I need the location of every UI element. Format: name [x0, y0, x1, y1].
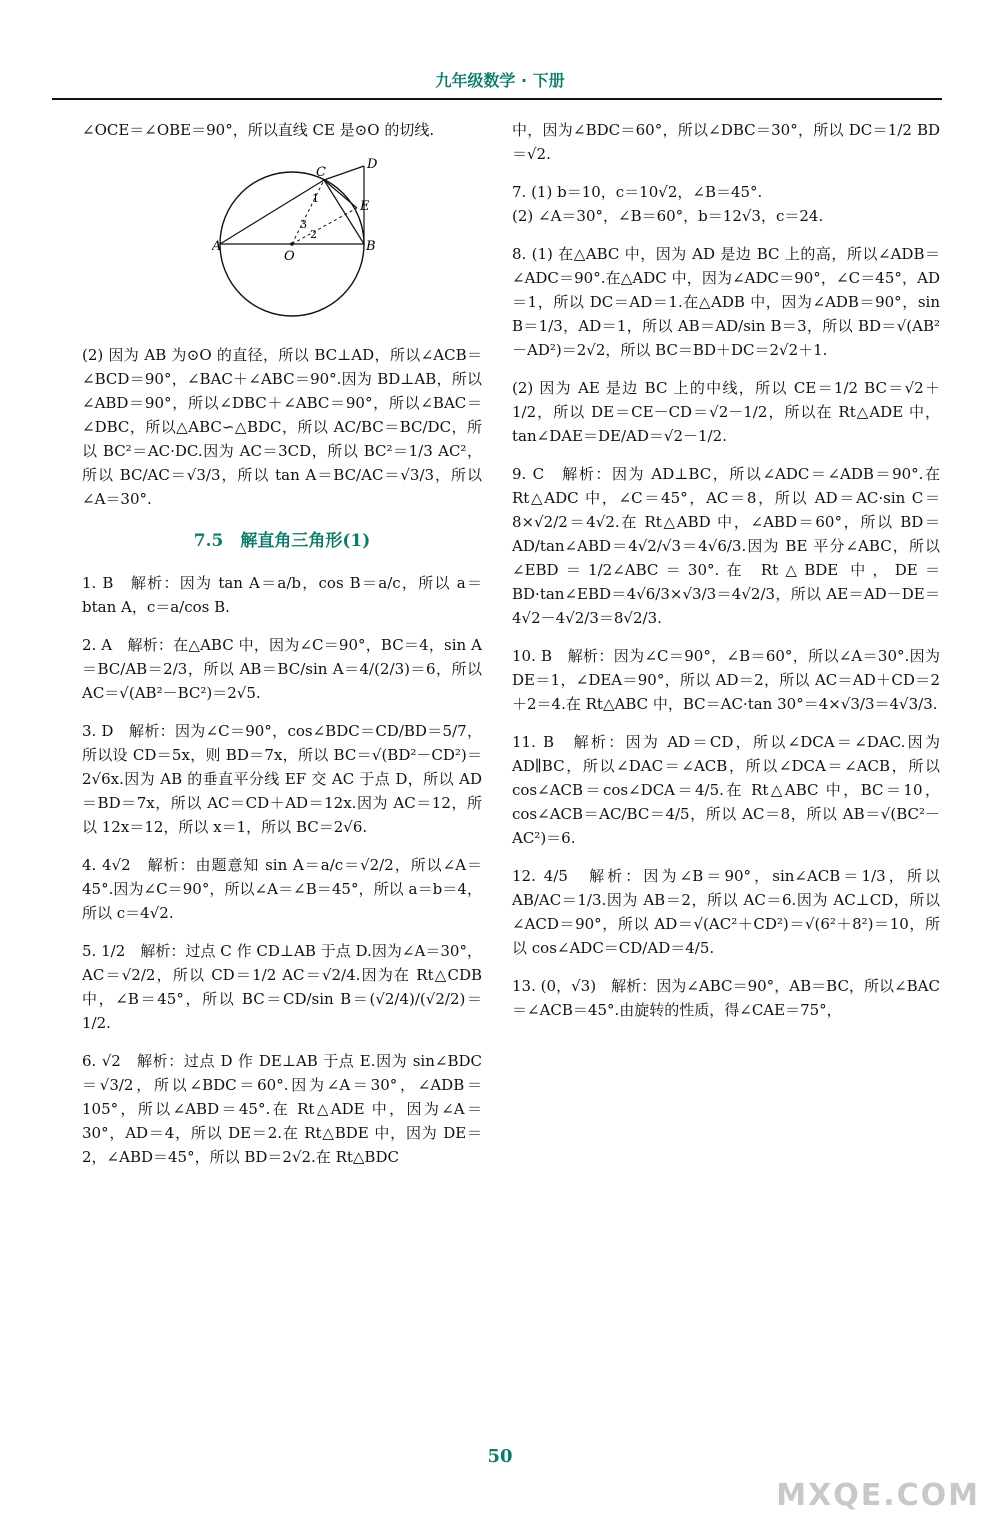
answer-paragraph: 中，因为∠BDC＝60°，所以∠DBC＝30°，所以 DC＝1/2 BD＝√2. [512, 121, 940, 163]
section-title: 7.5 解直角三角形(1) [193, 531, 371, 551]
answer-item: 1. B 解析：因为 tan A＝a/b，cos B＝a/c，所以 a＝btan A，c＝a/cos B. [82, 574, 482, 616]
geometry-figure [212, 156, 482, 333]
answer-item: 3. D 解析：因为∠C＝90°，cos∠BDC＝CD/BD＝5/7，所以设 CD＝5x，则 BD＝7x，所以 BC＝√(BD²－CD²)＝2√6x.因为 AB 的垂直平分线 EF 交 AC 于点 D，所以 AD＝BD＝7x，所以 AC＝CD＋AD＝12x.因为 AC＝12，所以 12x＝12，所以 x＝1，所以 BC＝2√6. [82, 722, 482, 836]
answer-item: 7. (1) b＝10，c＝10√2，∠B＝45°. (2) ∠A＝30°，∠B＝60°，b＝12√3，c＝24. [512, 183, 824, 225]
answer-item: 11. B 解析：因为 AD＝CD，所以∠DCA＝∠DAC.因为 AD∥BC，所以∠DAC＝∠ACB，所以∠DCA＝∠ACB，所以 cos∠ACB＝cos∠DCA＝4/5.在 Rt△ABC 中，BC＝10，cos∠ACB＝AC/BC＝4/5，所以 AC＝8，所以 AB＝√(BC²－AC²)＝6. [512, 733, 940, 847]
answer-item: 4. 4√2 解析：由题意知 sin A＝a/c＝√2/2，所以∠A＝45°.因为∠C＝90°，所以∠A＝∠B＝45°，所以 a＝b＝4，所以 c＝4√2. [82, 856, 482, 922]
answer-item: 2. A 解析：在△ABC 中，因为∠C＝90°，BC＝4，sin A＝BC/AB＝2/3，所以 AB＝BC/sin A＝4/(2/3)＝6，所以 AC＝√(AB²－BC²)＝2√5. [82, 636, 482, 702]
right-column [512, 118, 940, 1036]
angle-label-3: 3 [300, 218, 307, 231]
circle-tangent-diagram [212, 156, 382, 326]
watermark: MXQE.COM [776, 1478, 980, 1513]
answer-item: (2) 因为 AE 是边 BC 上的中线，所以 CE＝1/2 BC＝√2＋1/2，所以 DE＝CE－CD＝√2－1/2，所以在 Rt△ADE 中，tan∠DAE＝DE/AD＝√2－1/2. [512, 379, 940, 445]
running-header: 九年级数学 · 下册 [435, 71, 565, 90]
page-number: 50 [487, 1446, 513, 1467]
answer-item: 5. 1/2 解析：过点 C 作 CD⊥AB 于点 D.因为∠A＝30°，AC＝√2/2，所以 CD＝1/2 AC＝√2/4.因为在 Rt△CDB 中，∠B＝45°，所以 BC＝CD/sin B＝(√2/4)/(√2/2)＝1/2. [82, 942, 482, 1032]
answer-item: 9. C 解析：因为 AD⊥BC，所以∠ADC＝∠ADB＝90°.在 Rt△ADC 中，∠C＝45°，AC＝8，所以 AD＝AC·sin C＝8×√2/2＝4√2.在 Rt△ABD 中，∠ABD＝60°，所以 BD＝AD/tan∠ABD＝4√2/√3＝4√6/3.因为 BE 平分∠ABC，所以∠EBD＝1/2∠ABC＝30°.在 Rt△BDE 中，DE＝BD·tan∠EBD＝4√6/3×√3/3＝4√2/3，所以 AE＝AD－DE＝4√2－4√2/3＝8√2/3. [512, 465, 940, 627]
answer-item: 8. (1) 在△ABC 中，因为 AD 是边 BC 上的高，所以∠ADB＝∠ADC＝90°.在△ADC 中，因为∠ADC＝90°，∠C＝45°，AD＝1，所以 DC＝AD＝1.在△ADB 中，因为∠ADB＝90°，sin B＝1/3，AD＝1，所以 AB＝AD/sin B＝3，所以 BD＝√(AB²－AD²)＝2√2，所以 BC＝BD＋DC＝2√2＋1. [512, 245, 940, 359]
answer-item: 13. (0，√3) 解析：因为∠ABC＝90°，AB＝BC，所以∠BAC＝∠ACB＝45°.由旋转的性质，得∠CAE＝75°， [512, 977, 940, 1019]
label-d: D [367, 157, 378, 172]
answer-paragraph: (2) 因为 AB 为⊙O 的直径，所以 BC⊥AD，所以∠ACB＝∠BCD＝90°，∠BAC＋∠ABC＝90°.因为 BD⊥AB，所以∠ABD＝90°，所以∠DBC＋∠ABC＝90°，所以∠BAC＝∠DBC，所以△ABC∽△BDC，所以 AC/BC＝BC/DC，所以 BC²＝AC·DC.因为 AC＝3CD，所以 BC²＝1/3 AC²，所以 BC/AC＝√3/3，所以 tan A＝BC/AC＝√3/3，所以∠A＝30°. [82, 346, 482, 508]
left-column [82, 118, 482, 1183]
header-rule [52, 98, 942, 100]
label-e: E [360, 199, 370, 214]
answer-item: 12. 4/5 解析：因为∠B＝90°，sin∠ACB＝1/3，所以 AB/AC＝1/3.因为 AB＝2，所以 AC＝6.因为 AC⊥CD，所以∠ACD＝90°，所以 AD＝√(AC²＋CD²)＝√(6²＋8²)＝10，所以 cos∠ADC＝CD/AD＝4/5. [512, 867, 940, 957]
label-a: A [212, 239, 222, 254]
label-b: B [366, 239, 376, 254]
answer-item: 6. √2 解析：过点 D 作 DE⊥AB 于点 E.因为 sin∠BDC＝√3/2，所以∠BDC＝60°.因为∠A＝30°，∠ADB＝105°，所以∠ABD＝45°.在 Rt△ADE 中，因为∠A＝30°，AD＝4，所以 DE＝2.在 Rt△BDE 中，因为 DE＝2，∠ABD＝45°，所以 BD＝2√2.在 Rt△BDC [82, 1052, 482, 1166]
label-o: O [284, 249, 295, 264]
answer-paragraph: ∠OCE＝∠OBE＝90°，所以直线 CE 是⊙O 的切线. [82, 121, 435, 139]
label-c: C [316, 165, 326, 180]
answer-item: 10. B 解析：因为∠C＝90°，∠B＝60°，所以∠A＝30°.因为 DE＝1，∠DEA＝90°，所以 AD＝2，所以 AC＝AD＋CD＝2＋2＝4.在 Rt△ABC 中，BC＝AC·tan 30°＝4×√3/3＝4√3/3. [512, 647, 940, 713]
angle-label-2: 2 [310, 228, 317, 241]
angle-label-1: 1 [312, 192, 319, 205]
